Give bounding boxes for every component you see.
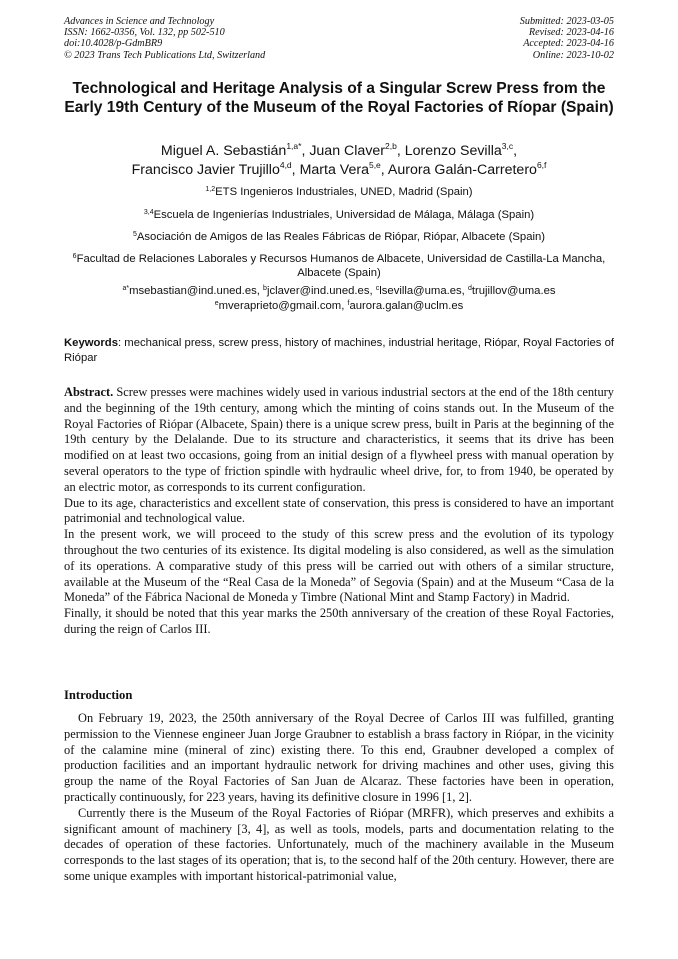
- submitted-date: Submitted: 2023-03-05: [519, 16, 614, 27]
- journal-info: [64, 16, 265, 61]
- affiliation: [56, 230, 622, 244]
- author-sup: 2,b: [385, 141, 397, 151]
- affiliation-sup: 1,2: [205, 186, 216, 193]
- affiliation: [56, 185, 622, 199]
- abstract: [64, 385, 614, 638]
- email-sup: d: [467, 285, 472, 292]
- accepted-date: Accepted: 2023-04-16: [523, 38, 614, 50]
- author-name: Marta Vera: [299, 161, 369, 178]
- keywords: [64, 336, 614, 365]
- email-text: aurora.galan@uclm.es: [349, 299, 464, 312]
- email-link[interactable]: [468, 285, 556, 297]
- email-link[interactable]: [215, 300, 348, 312]
- email-sup: c: [375, 285, 380, 292]
- email-list: [56, 284, 622, 313]
- email-sup: f: [347, 299, 350, 307]
- author-separator: ,: [380, 161, 388, 178]
- affiliation-text: Asociación de Amigos de las Reales Fábricas de Riópar, Riópar, Albacete (Spain): [136, 231, 546, 243]
- affiliation-text: Facultad de Relaciones Laborales y Recursos Humanos de Albacete, Universidad de Castilla-La Mancha, Albacete (Spain): [76, 253, 606, 279]
- email-text: jclaver@ind.uned.es,: [266, 285, 376, 297]
- author-separator: ,: [301, 143, 310, 159]
- introduction-body: [64, 711, 614, 885]
- email-link[interactable]: [263, 285, 376, 297]
- author: [161, 143, 309, 159]
- body-paragraph: Currently there is the Museum of the Royal Factories of Riópar (MRFR), which preserves and exhibits a significant amount of machinery [3, 4], as well as tools, models, parts and documentation relating to the decades of operation of these factories. Unfortunately, much of the machinery available in the Museum corresponds to the last stages of its operation; that is, to the second half of the 20th century. However, there are some unique examples with important historical-patrimonial value,: [64, 805, 614, 883]
- email-text: msebastian@ind.uned.es,: [129, 285, 264, 297]
- author-name: Francisco Javier Trujillo: [131, 161, 280, 178]
- email-text: mveraprieto@gmail.com,: [218, 299, 348, 312]
- abstract-paragraph: Due to its age, characteristics and excellent state of conservation, this press is considered to have an important patrimonial and technological value.: [64, 495, 614, 526]
- keywords-text: : mechanical press, screw press, history of machines, industrial heritage, Riópar, Royal Factories of Riópar: [64, 337, 615, 364]
- online-date: Online: 2023-10-02: [532, 49, 614, 61]
- author: [309, 143, 404, 159]
- email-text: lsevilla@uma.es,: [379, 285, 468, 297]
- doi-line: doi:10.4028/p-GdmBR9: [64, 38, 163, 50]
- author-sup: 1,a*: [286, 141, 302, 151]
- journal-name: Advances in Science and Technology: [64, 16, 215, 27]
- email-link[interactable]: [348, 300, 464, 312]
- abstract-paragraph: Finally, it should be noted that this year marks the 250th anniversary of the creation of these Royal Factories, during the reign of Carlos III.: [64, 606, 614, 636]
- paper-title: Technological and Heritage Analysis of a Singular Screw Press from the Early 19th Century of the Museum of the Royal Factories of Ríopar (Spain): [64, 80, 614, 116]
- email-sup: b: [263, 285, 267, 292]
- affiliation-sup: 3,4: [143, 209, 154, 216]
- affiliation-sup: 6: [72, 253, 77, 260]
- email-sup: e: [214, 299, 219, 307]
- abstract-text: Screw presses were machines widely used in various industrial sectors at the end of the 18th century and the beginning of the 19th century, among which the minting of coins stands out. In the Museum of the Royal Factories of Riópar (Albacete, Spain) there is a unique screw press, built in Paris at the beginning of the 19th century by the Delalande. Due to its structure and characteristics, it seems that its drive has been modified on at least two occasions, going from an initial design of a flywheel press with manual operation by several operators to the type of friction spindle with hydraulic wheel drive, for, to from 1940, be operated by an electric motor, as corresponds to its current configuration.: [64, 385, 614, 494]
- author-name: Lorenzo Sevilla: [404, 143, 502, 159]
- author-name: Miguel A. Sebastián: [160, 143, 287, 159]
- author-sup: 3,c: [501, 141, 514, 151]
- author: [387, 159, 547, 178]
- body-paragraph: On February 19, 2023, the 250th anniversary of the Royal Decree of Carlos III was fulfilled, granting permission to the Viennese engineer Juan Jorge Graubner to establish a brass factory in Riópar, in the vicinity of the calamine mine (mineral of zinc) existing there. To this end, Graubner developed a complex of production facilities and an important hydraulic network for driving machines and other uses, giving this group the name of the Royal Factories of San Juan de Alcaraz. These factories have been in operation, practically continuously, for 223 years, having its definitive closure in 1996 [1, 2].: [64, 711, 614, 804]
- author: [131, 159, 300, 178]
- email-sup: a*: [122, 285, 130, 292]
- affiliation-text: ETS Ingenieros Industriales, UNED, Madrid (Spain): [215, 186, 473, 198]
- keywords-label: Keywords: [64, 337, 118, 349]
- abstract-label: Abstract.: [64, 385, 114, 399]
- email-link[interactable]: [122, 285, 263, 297]
- affiliation-sup: 5: [132, 231, 137, 238]
- author-name: Aurora Galán-Carretero: [387, 161, 537, 178]
- author: [299, 159, 388, 178]
- revised-date: Revised: 2023-04-16: [528, 27, 614, 39]
- author-separator: ,: [513, 143, 518, 159]
- affiliation: [56, 252, 622, 280]
- abstract-paragraph: [64, 385, 614, 496]
- author-list: [56, 142, 622, 179]
- author-separator: ,: [291, 161, 300, 178]
- issn-line: ISSN: 1662-0356, Vol. 132, pp 502-510: [64, 27, 225, 39]
- author-sup: 5,e: [368, 159, 381, 170]
- author-sup: 4,d: [279, 159, 292, 170]
- author-sup: 6,f: [536, 159, 547, 170]
- email-text: trujillov@uma.es: [471, 285, 556, 297]
- submission-dates: [520, 16, 614, 61]
- author-name: Juan Claver: [309, 143, 386, 159]
- author: [405, 143, 517, 159]
- abstract-paragraph: In the present work, we will proceed to the study of this screw press and the evolution of its typology throughout the two centuries of its existence. Its digital modeling is also considered, as well as the simulation of its operations. A comparative study of this press will be carried out with others of a similar structure, available at the Museum of the “Real Casa de la Moneda” of Segovia (Spain) and at the Museum “Casa de la Moneda” of the Fábrica Nacional de Moneda y Timbre (National Mint and Stamp Factory) in Madrid.: [64, 527, 614, 605]
- author-separator: ,: [396, 143, 405, 159]
- affiliation: [56, 208, 622, 222]
- affiliation-text: Escuela de Ingenierías Industriales, Universidad de Málaga, Málaga (Spain): [153, 209, 535, 221]
- email-link[interactable]: [376, 285, 468, 297]
- introduction-heading: Introduction: [64, 688, 133, 702]
- copyright-line: © 2023 Trans Tech Publications Ltd, Switzerland: [64, 49, 266, 61]
